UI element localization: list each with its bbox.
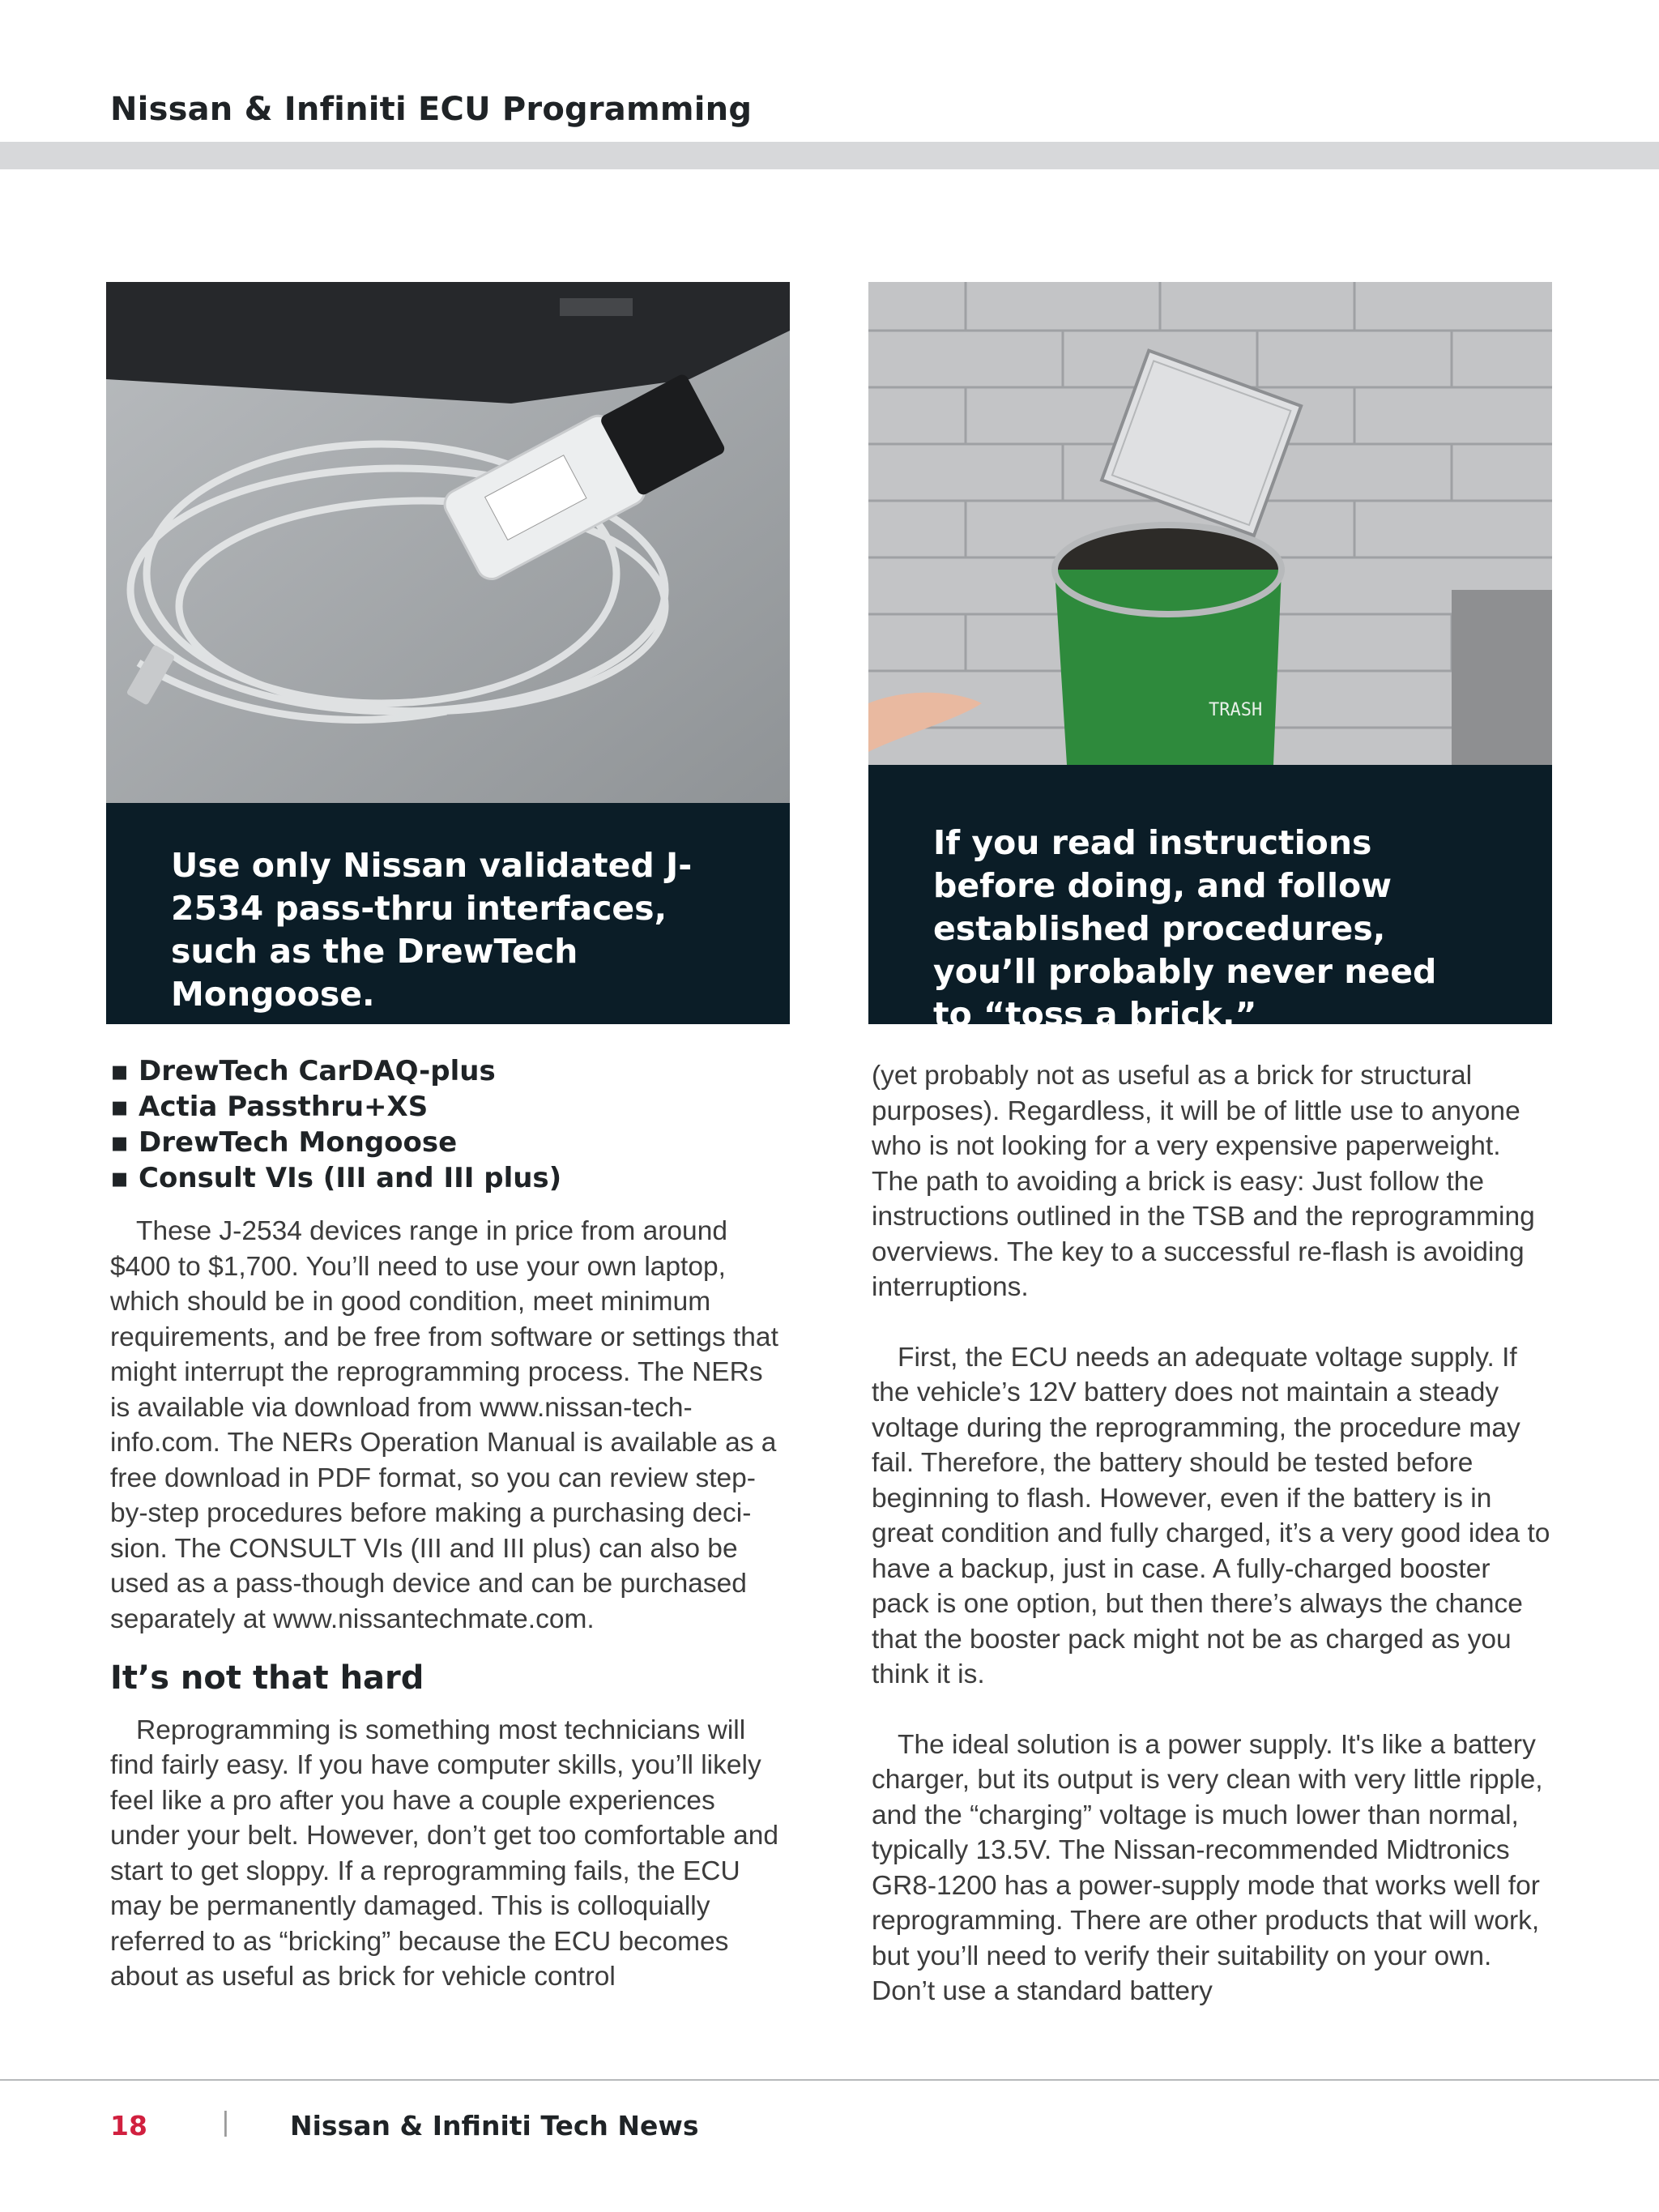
body-paragraph: These J-2534 devices range in price from around $400 to $1,700. You’ll need to use your own laptop, which should be in good condition, meet minimum requirements, and be free from software or settings that might interrupt the reprogramming process. The NERs is available via download from www.nissan-tech-info.com. The NERs Operation Manual is available as a free download in PDF format, so you can review step-by-step procedures before making a purchasing deci-sion. The CONSULT VIs (III and III plus) can also be used as a pass-though device and can be purchased separately at www.nissantechmate.com. — [110, 1216, 778, 1634]
paragraph-gap — [872, 1693, 1552, 1727]
section-heading: It’s not that hard — [110, 1659, 424, 1697]
obd-cable-photo — [106, 282, 790, 803]
publication-title: Nissan & Infiniti Tech News — [290, 2110, 699, 2142]
footer-rule — [0, 2079, 1659, 2081]
header-rule — [0, 142, 1659, 169]
right-column — [872, 1058, 1552, 2009]
trash-label: TRASH — [1209, 700, 1263, 720]
device-list — [110, 1053, 779, 1196]
running-header: Nissan & Infiniti ECU Programming — [110, 91, 753, 128]
list-item: ▪ DrewTech Mongoose — [110, 1125, 779, 1160]
obd-cable-illustration — [106, 282, 790, 803]
ecu-trash-photo — [868, 282, 1552, 765]
body-paragraph: Reprogramming is something most technicians will find fairly easy. If you have computer skills, you’ll likely feel like a pro after you have a couple experiences under your belt. However, don’t get too comfortable and start to get sloppy. If a reprogramming fails, the ECU may be permanently damaged. This is colloquially referred to as “bricking” because the ECU becomes about as useful as brick for vehicle control — [110, 1715, 778, 1992]
page-number: 18 — [110, 2110, 147, 2142]
figure-caption-2: If you read instructions before doing, and follow established procedures, you’ll probably never need to “toss a brick.” — [868, 765, 1552, 1024]
body-paragraph: (yet probably not as useful as a brick for structural purposes). Regardless, it will be of little use to anyone who is not looking for a very expensive paperweight. The path to avoiding a brick is easy: Just follow the instructions outlined in the TSB and the reprogramming overviews. The key to a successful re-flash is avoiding interruptions. — [872, 1061, 1535, 1302]
list-item: ▪ DrewTech CarDAQ-plus — [110, 1053, 779, 1089]
footer-separator: | — [222, 2107, 229, 2137]
figure-caption-1: Use only Nissan validated J-2534 pass-thru interfaces, such as the DrewTech Mongoose. — [106, 803, 790, 1024]
left-column — [110, 1053, 779, 1995]
body-paragraph: The ideal solution is a power supply. It's like a battery charger, but its output is very clean with very little ripple, and the “charging” voltage is much lower than normal, typically 13.5V. The Nissan-recommended Midtronics GR8-1200 has a power-supply mode that works well for reprogramming. There are other products that will work, but you’ll need to verify their suitability on your own. Don’t use a standard battery — [872, 1729, 1543, 2006]
list-item: ▪ Actia Passthru+XS — [110, 1089, 779, 1125]
list-item: ▪ Consult VIs (III and III plus) — [110, 1160, 779, 1196]
body-paragraph: First, the ECU needs an adequate voltage supply. If the vehicle’s 12V battery does not maintain a steady voltage during the reprogramming, the procedure may fail. Therefore, the battery should be tested before beginning to flash. However, even if the battery is in great condition and fully charged, it’s a very good idea to have a backup, just in case. A fully-charged booster pack is one option, but then there’s always the chance that the booster pack might not be as charged as you think it is. — [872, 1342, 1550, 1689]
ecu-trash-illustration — [868, 282, 1552, 765]
paragraph-gap — [872, 1305, 1552, 1340]
